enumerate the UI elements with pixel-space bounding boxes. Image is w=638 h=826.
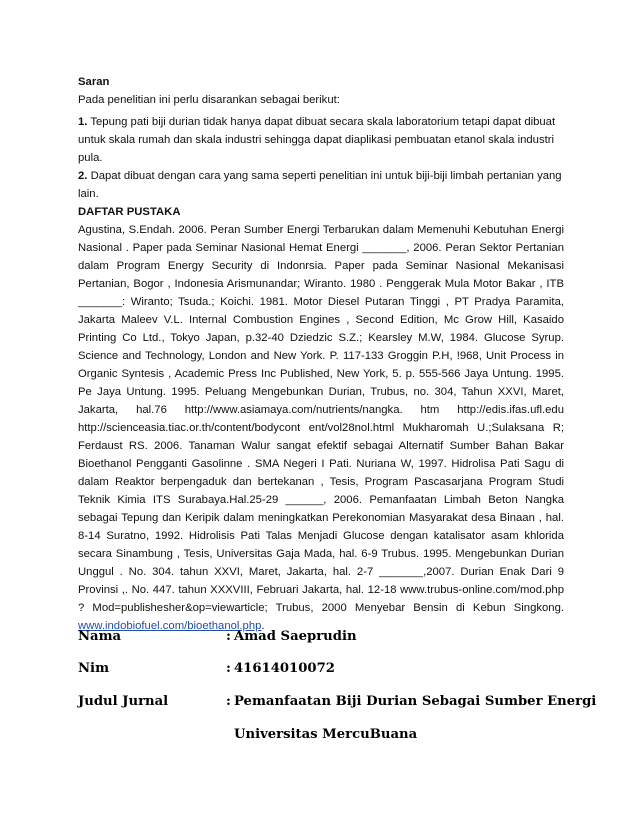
saran-heading: Saran xyxy=(78,76,110,88)
reference-link-suffix: . xyxy=(261,620,265,632)
identity-colon: : xyxy=(226,694,231,709)
saran-item-text: Tepung pati biji durian tidak hanya dapat dibuat secara skala laboratorium tetapi dapat dibuat untuk skala rumah dan skala industri sehingga dapat diaplikasi pembuatan etanol skala industri pula. xyxy=(78,116,556,164)
identity-value: Amad Saeprudin xyxy=(234,629,357,644)
reference-link[interactable]: www.indobiofuel.com/bioethanol.php xyxy=(78,620,262,632)
saran-item-1 xyxy=(78,113,564,167)
identity-label: Judul Jurnal xyxy=(78,694,169,709)
identity-colon: : xyxy=(226,629,231,644)
daftar-pustaka-body xyxy=(78,221,564,635)
daftar-pustaka-heading: DAFTAR PUSTAKA xyxy=(78,206,181,218)
saran-item-number: 1. xyxy=(78,116,88,128)
saran-section xyxy=(78,73,564,635)
identity-value: Pemanfaatan Biji Durian Sebagai Sumber Energi xyxy=(234,694,597,709)
identity-label: Nim xyxy=(78,661,110,676)
saran-item-text: Dapat dibuat dengan cara yang sama seperti penelitian ini untuk biji-biji limbah pertanian yang lain. xyxy=(78,170,562,200)
identity-label: Nama xyxy=(78,629,122,644)
identity-value: 41614010072 xyxy=(234,661,335,676)
university-name: Universitas MercuBuana xyxy=(234,727,418,742)
saran-intro: Pada penelitian ini perlu disarankan sebagai berikut: xyxy=(78,94,340,106)
saran-item-number: 2. xyxy=(78,170,88,182)
identity-colon: : xyxy=(226,661,231,676)
saran-item-2 xyxy=(78,167,564,203)
reference-text: Agustina, S.Endah. 2006. Peran Sumber Energi Terbarukan dalam Memenuhi Kebutuhan Energi Nasional . Paper pada Seminar Nasional Hemat Energi _______, 2006. Peran Sektor Pertanian dalam Program Energy Security di Indonrsia. Paper pada Seminar Nasional Mekanisasi Pertanian, Bogor , Indonesia Arismunandar; Wiranto. 1980 . Penggerak Mula Motor Bakar , ITB _______: Wiranto; Tsuda.; Koichi. 1981. Motor Diesel Putaran Tinggi , PT Pradya Paramita, Jakarta Maleev V.L. Internal Combustion Engines , Second Edition, Mc Grow Hill, Kasaido Printing Co Ltd., Tokyo Japan, p.32-40 Dziedzic S.Z.; Kearsley M.W, 1984. Glucose Syrup. Science and Technology, London and New York. P. 117-133 Groggin P.H, !968, Unit Process in Organic Syntesis , Academic Press Inc Published, New York, 5. p. 555-566 Jaya Untung. 1995. Pe Jaya Untung. 1995. Peluang Mengebunkan Durian, Trubus, no. 304, Tahun XXVI, Maret, Jakarta, hal.76 http://www.asiamaya.com/nutrients/nangka. htm http://edis.ifas.ufl.edu http://scienceasia.tiac.or.th/content/bodycont ent/vol28nol.html Mukharomah U.;Sulaksana R; Ferdaust RS. 2006. Tanaman Walur sangat efektif sebagai Alternatif Sumber Bahan Bakar Bioethanol Pengganti Gasolinne . SMA Negeri I Pati. Nuriana W, 1997. Hidrolisa Pati Sagu di dalam Reaktor berpengaduk dan bertekanan , Tesis, Program Pascasarjana Program Studi Teknik Kimia ITS Surabaya.Hal.25-29 ______, 2006. Pemanfaatan Limbah Beton Nangka sebagai Tepung dan Keripik dalam meningkatkan Perekonomian Masyarakat desa Binaan , hal. 8-14 Suratno, 1992. Hidrolisis Pati Talas Menjadi Glucose dengan katalisator asam khlorida secara Sinambung , Tesis, Universitas Gaja Mada, hal. 6-9 Trubus. 1995. Mengebunkan Durian Unggul . No. 304. tahun XXVI, Maret, Jakarta, hal. 2-7 _______,2007. Durian Enak Dari 9 Provinsi ,. No. 447. tahun XXXVIII, Februari Jakarta, hal. 12-18 www.trubus-online.com/mod.php ? Mod=publishesher&op=viewarticle; Trubus, 2000 Menyebar Bensin di Kebun Singkong. xyxy=(78,224,564,614)
